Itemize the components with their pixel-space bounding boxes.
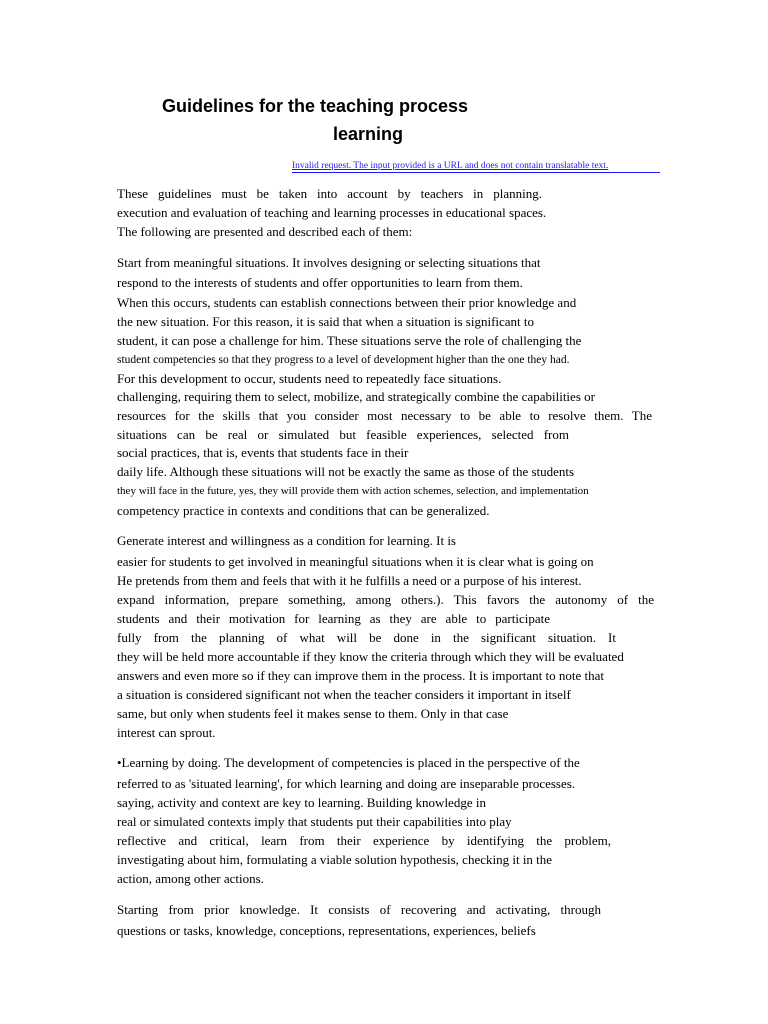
paragraph-line: student, it can pose a challenge for him. These situations serve the role of challenging the xyxy=(117,333,582,348)
paragraph-line: challenging, requiring them to select, mobilize, and strategically combine the capabilities or xyxy=(117,389,595,404)
paragraph-line: When this occurs, students can establish connections between their prior knowledge and xyxy=(117,295,577,310)
paragraph-line: competency practice in contexts and conditions that can be generalized. xyxy=(117,503,490,518)
paragraph-line: •Learning by doing. The development of competencies is placed in the perspective of the xyxy=(117,755,580,770)
translation-note-link[interactable]: Invalid request. The input provided is a URL and does not contain translatable text. xyxy=(292,160,660,173)
paragraph-line: resources for the skills that you consider most necessary to be able to resolve them. The xyxy=(117,408,652,423)
paragraph-line: questions or tasks, knowledge, conceptions, representations, experiences, beliefs xyxy=(117,923,536,938)
paragraph-line: they will be held more accountable if they know the criteria through which they will be evaluated xyxy=(117,649,624,664)
paragraph-line: Generate interest and willingness as a condition for learning. It is xyxy=(117,533,456,548)
document-title-line-2: learning xyxy=(333,124,404,144)
paragraph-line: investigating about him, formulating a viable solution hypothesis, checking it in the xyxy=(117,852,553,867)
paragraph-line: For this development to occur, students need to repeatedly face situations. xyxy=(117,371,502,386)
paragraph-line: expand information, prepare something, among others.). This favors the autonomy of the xyxy=(117,592,654,607)
paragraph-line: a situation is considered significant not when the teacher considers it important in itself xyxy=(117,687,571,702)
paragraph-line: same, but only when students feel it makes sense to them. Only in that case xyxy=(117,706,509,721)
paragraph-line: students and their motivation for learning as they are able to participate xyxy=(117,611,550,626)
paragraph-line: He pretends from them and feels that with it he fulfills a need or a purpose of his interest. xyxy=(117,573,582,588)
paragraph-line: the new situation. For this reason, it is said that when a situation is significant to xyxy=(117,314,535,329)
paragraph-line: action, among other actions. xyxy=(117,871,264,886)
paragraph-line: easier for students to get involved in meaningful situations when it is clear what is going on xyxy=(117,554,594,569)
paragraph-line: reflective and critical, learn from their experience by identifying the problem, xyxy=(117,833,611,848)
paragraph-line: fully from the planning of what will be done in the significant situation. It xyxy=(117,630,616,645)
paragraph-line: interest can sprout. xyxy=(117,725,216,740)
paragraph-line: saying, activity and context are key to learning. Building knowledge in xyxy=(117,795,486,810)
paragraph-line: student competencies so that they progress to a level of development higher than the one they had. xyxy=(117,354,570,366)
paragraph-line: execution and evaluation of teaching and learning processes in educational spaces. xyxy=(117,205,547,220)
paragraph-line: The following are presented and described each of them: xyxy=(117,224,413,239)
paragraph-line: These guidelines must be taken into account by teachers in planning. xyxy=(117,186,542,201)
paragraph-line: Starting from prior knowledge. It consists of recovering and activating, through xyxy=(117,902,601,917)
paragraph-line: real or simulated contexts imply that students put their capabilities into play xyxy=(117,814,512,829)
paragraph-line: daily life. Although these situations will not be exactly the same as those of the students xyxy=(117,464,575,479)
paragraph-line: Start from meaningful situations. It involves designing or selecting situations that xyxy=(117,255,541,270)
paragraph-line: referred to as 'situated learning', for which learning and doing are inseparable processes. xyxy=(117,776,576,791)
paragraph-line: answers and even more so if they can improve them in the process. It is important to note that xyxy=(117,668,605,683)
paragraph-line: respond to the interests of students and offer opportunities to learn from them. xyxy=(117,275,523,290)
document-title-line-1: Guidelines for the teaching process xyxy=(162,96,469,116)
paragraph-line: they will face in the future, yes, they will provide them with action schemes, selection, and implementation xyxy=(117,485,589,497)
paragraph-line: social practices, that is, events that students face in their xyxy=(117,445,409,460)
paragraph-line: situations can be real or simulated but feasible experiences, selected from xyxy=(117,427,569,442)
